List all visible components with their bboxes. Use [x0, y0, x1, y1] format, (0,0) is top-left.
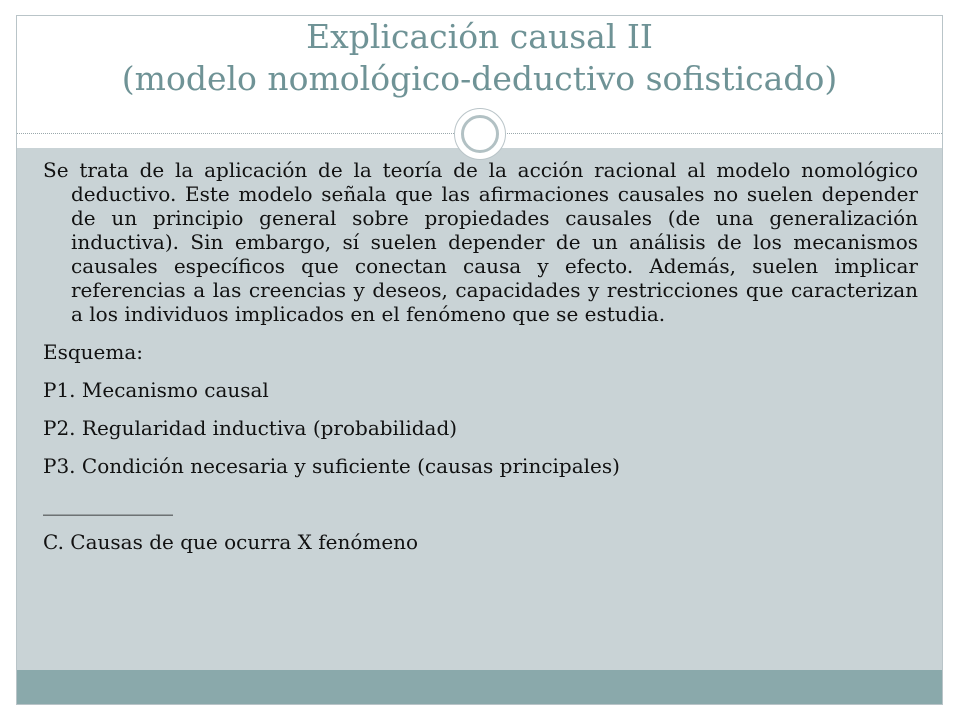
premise-1: P1. Mecanismo causal — [43, 378, 269, 402]
title-line-1: Explicación causal II — [306, 17, 653, 56]
spacer — [43, 440, 918, 454]
spacer — [43, 516, 918, 530]
title-line-2: (modelo nomológico-deductivo sofisticado) — [121, 59, 838, 98]
circle-ring-icon — [461, 115, 499, 153]
premise-2: P2. Regularidad inductiva (probabilidad) — [43, 416, 458, 440]
premise-3: P3. Condición necesaria y suficiente (causas principales) — [43, 454, 620, 478]
body-paragraph: Se trata de la aplicación de la teoría de la acción racional al modelo nomológico deductivo. Este modelo señala que las afirmaciones causales no suelen depender de un principio general sobre propiedades causales (de una generalización inductiva). Sin embargo, sí suelen depender de un análisis de los mecanismos causales específicos que conectan causa y efecto. Además, suelen implicar referencias a las creencias y deseos, capacidades y restricciones que caracterizan a los individuos implicados en el fenómeno que se estudia. — [43, 158, 918, 326]
slide-title — [17, 16, 942, 100]
spacer — [43, 326, 918, 340]
circle-ornament-icon — [454, 108, 506, 160]
separator-line: _____________ — [43, 492, 173, 516]
scheme-label: Esquema: — [43, 340, 144, 364]
conclusion: C. Causas de que ocurra X fenómeno — [43, 530, 419, 554]
spacer — [43, 364, 918, 378]
slide-content — [43, 158, 918, 554]
spacer — [43, 478, 918, 492]
spacer — [43, 402, 918, 416]
footer-bar — [17, 670, 942, 704]
